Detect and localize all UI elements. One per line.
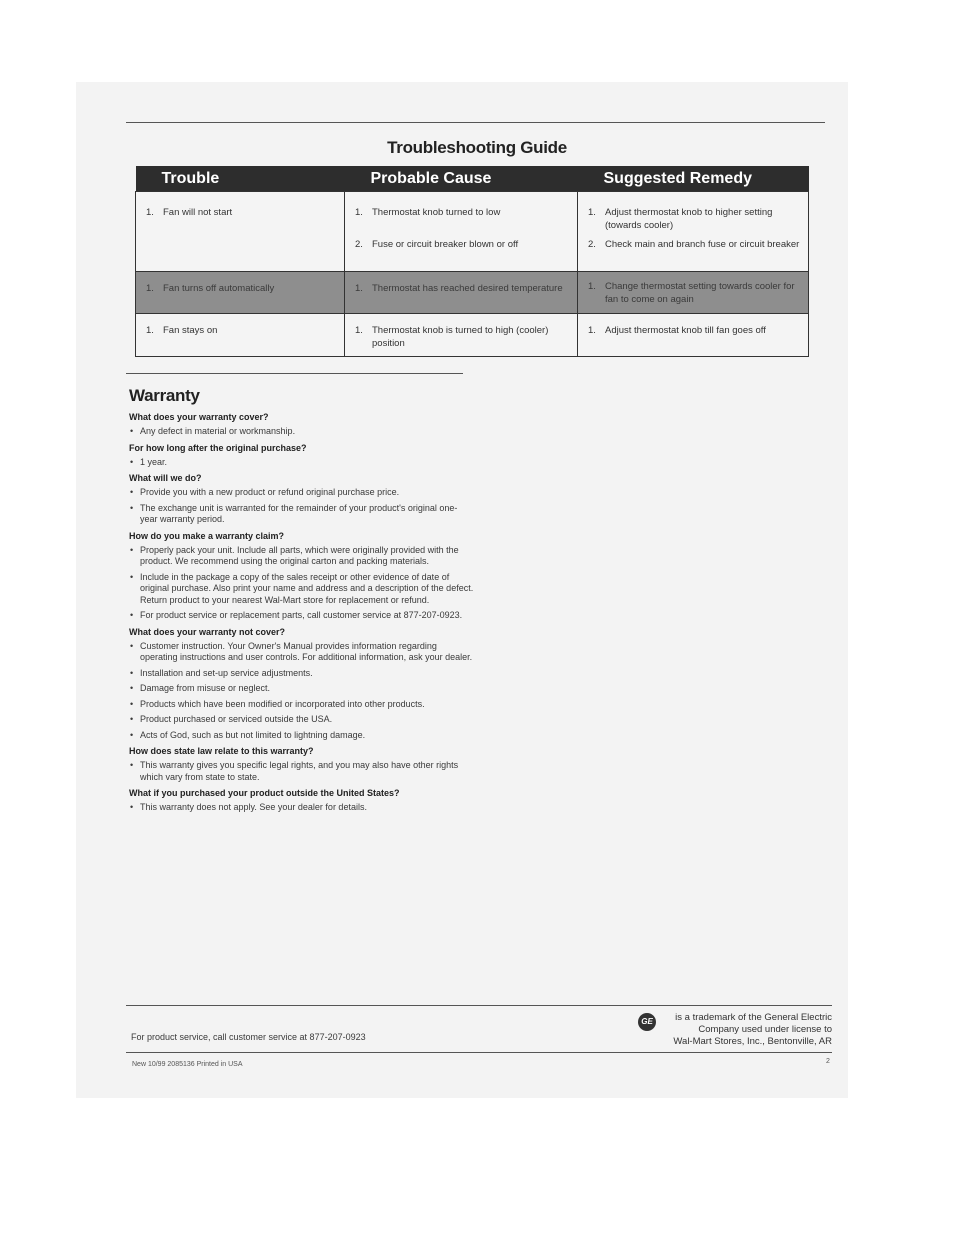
footer-service-text: For product service, call customer service at 877-207-0923 [131, 1032, 366, 1042]
table-row [136, 314, 809, 357]
list-item: • Acts of God, such as but not limited to lightning damage. [129, 730, 474, 742]
remedy-cell: 1. Adjust thermostat knob to higher setting (towards cooler) 2. Check main and branch fuse or circuit breaker [578, 192, 809, 272]
warranty-question: What will we do? [129, 473, 202, 483]
list-item: • This warranty gives you specific legal rights, and you may also have other rights which vary from state to state. [129, 760, 474, 783]
trouble-cell: 1. Fan turns off automatically [136, 272, 345, 314]
list-item: • Any defect in material or workmanship. [129, 426, 474, 438]
list-item: • Damage from misuse or neglect. [129, 683, 474, 695]
table-header-row [136, 166, 809, 192]
troubleshooting-title: Troubleshooting Guide [387, 138, 567, 157]
list-item: • Products which have been modified or incorporated into other products. [129, 699, 474, 711]
list-item: • Customer instruction. Your Owner's Manual provides information regarding operating instructions and user controls. For additional information, ask your dealer. [129, 641, 474, 664]
top-rule [126, 122, 825, 123]
trouble-cell: 1. Fan stays on [136, 314, 345, 357]
header-probable-cause: Probable Cause [345, 166, 578, 192]
list-item: • Installation and set-up service adjustments. [129, 668, 474, 680]
footer-bottom-rule [126, 1052, 832, 1053]
list-item: • Provide you with a new product or refund original purchase price. [129, 487, 474, 499]
header-trouble: Trouble [136, 166, 345, 192]
list-item: • Properly pack your unit. Include all parts, which were originally provided with the product. We recommend using the original carton and packing materials. [129, 545, 474, 568]
header-suggested-remedy: Suggested Remedy [578, 166, 809, 192]
cause-cell: 1. Thermostat has reached desired temperature [345, 272, 578, 314]
page-number: 2 [826, 1058, 830, 1065]
warranty-answer-list [129, 457, 474, 469]
list-item: • Include in the package a copy of the sales receipt or other evidence of date of original purchase. Also print your name and address and a description of the defect. Return product to your nearest Wal-Mart store for replacement or refund. [129, 572, 474, 607]
list-item: • This warranty does not apply. See your dealer for details. [129, 802, 474, 814]
warranty-top-rule [126, 373, 463, 374]
warranty-answer-list [129, 641, 474, 742]
troubleshooting-table [135, 166, 809, 357]
cause-cell: 1. Thermostat knob is turned to high (cooler) position [345, 314, 578, 357]
warranty-answer-list [129, 802, 474, 814]
warranty-section [129, 386, 474, 818]
ge-logo-icon: GE [638, 1013, 656, 1031]
table-row [136, 192, 809, 272]
warranty-question: For how long after the original purchase? [129, 442, 307, 453]
warranty-question: How does state law relate to this warranty? [129, 746, 314, 756]
warranty-answer-list [129, 426, 474, 438]
list-item: • The exchange unit is warranted for the remainder of your product's original one-year warranty period. [129, 503, 474, 526]
remedy-cell: 1. Adjust thermostat knob till fan goes off [578, 314, 809, 357]
warranty-question: What if you purchased your product outside the United States? [129, 788, 400, 798]
cause-cell: 1. Thermostat knob turned to low 2. Fuse or circuit breaker blown or off [345, 192, 578, 272]
table-row [136, 272, 809, 314]
warranty-answer-list [129, 760, 474, 783]
trouble-cell: 1. Fan will not start [136, 192, 345, 272]
print-code: New 10/99 2085136 Printed in USA [132, 1061, 243, 1068]
remedy-cell: 1. Change thermostat setting towards cooler for fan to come on again [578, 272, 809, 314]
warranty-question: How do you make a warranty claim? [129, 530, 285, 541]
warranty-question: What does your warranty not cover? [129, 626, 286, 637]
list-item: • For product service or replacement parts, call customer service at 877-207-0923. [129, 610, 474, 622]
warranty-answer-list [129, 545, 474, 622]
list-item: • 1 year. [129, 457, 474, 469]
trademark-notice: is a trademark of the General Electric Company used under license to Wal-Mart Stores, Inc., Bentonville, AR [673, 1012, 832, 1047]
warranty-title: Warranty [129, 386, 200, 405]
warranty-answer-list [129, 487, 474, 526]
warranty-question: What does your warranty cover? [129, 412, 269, 422]
list-item: • Product purchased or serviced outside the USA. [129, 714, 474, 726]
footer-top-rule [126, 1005, 832, 1006]
